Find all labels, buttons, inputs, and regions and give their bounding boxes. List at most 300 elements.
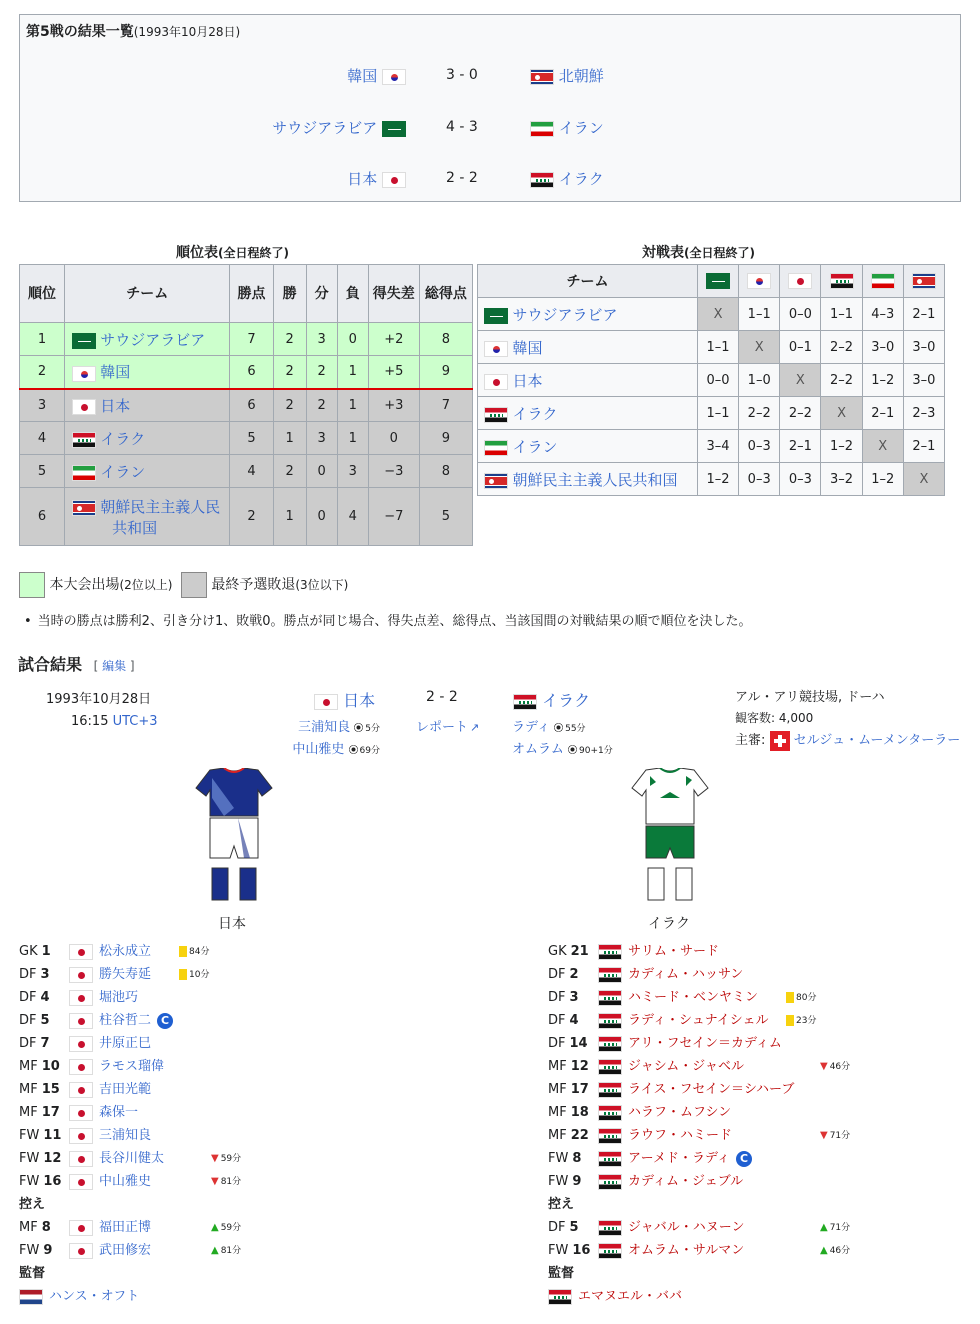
timezone-link[interactable]: UTC+3: [112, 714, 158, 729]
yellow-card: [179, 942, 209, 962]
crosstable-result-cell: 1–1: [697, 397, 738, 430]
standings-cell: 4: [230, 455, 273, 488]
standings-cell: 2: [20, 356, 65, 389]
crosstable-result-cell: 0–3: [739, 463, 780, 496]
iq-flag-icon: [598, 1059, 622, 1075]
card-minute: 23分: [796, 1016, 817, 1026]
player-position: [19, 1080, 69, 1100]
standings-cell: 1: [337, 389, 368, 422]
shirt-number: 4: [40, 990, 50, 1005]
manager-label: 監督: [19, 1266, 46, 1281]
captain-icon: C: [736, 1151, 752, 1167]
standings-header: 分: [306, 265, 337, 323]
jp-flag-icon: [69, 1151, 93, 1167]
crosstable-result-cell: 0–0: [697, 364, 738, 397]
player-link[interactable]: ハミード・ベンヤミン: [628, 990, 759, 1005]
standings-cell: 0: [306, 455, 337, 488]
crosstable-result-cell: 4–3: [862, 298, 903, 331]
standings-team-link[interactable]: 日本: [100, 396, 131, 415]
crosstable-team-link[interactable]: 朝鮮民主主義人民共和国: [512, 470, 678, 489]
jp-flag-icon: [69, 1174, 93, 1190]
iq-flag-icon: [598, 1220, 622, 1236]
captain-icon: C: [157, 1013, 173, 1029]
player-link[interactable]: 三浦知良: [99, 1128, 152, 1143]
crosstable-result-cell: 2–1: [903, 298, 944, 331]
scorer-link[interactable]: ラディ: [512, 720, 550, 735]
ir-flag-icon: [871, 273, 895, 289]
section-edit-wrapper: [ 編集 ]: [93, 659, 135, 673]
standings-cell: 6: [230, 389, 273, 422]
crosstable-result-cell: 1–1: [697, 331, 738, 364]
manager-link[interactable]: エマヌエル・ババ: [578, 1289, 683, 1304]
standings-cell: 4: [20, 422, 65, 455]
iq-flag-icon: [598, 990, 622, 1006]
player-link[interactable]: ジャシム・ジャベル: [628, 1059, 744, 1074]
player-row: [548, 1103, 788, 1123]
player-link[interactable]: オムラム・サルマン: [628, 1243, 745, 1258]
position-label: MF: [548, 1082, 567, 1097]
standings-cell: 7: [230, 323, 273, 356]
substitute-row: [548, 1241, 851, 1261]
crosstable-team-link[interactable]: 日本: [512, 371, 543, 390]
player-row: [548, 988, 817, 1008]
position-label: GK: [548, 944, 567, 959]
player-link[interactable]: 森保一: [99, 1105, 139, 1120]
crosstable-team-cell: [478, 331, 698, 364]
report-wrapper: [416, 716, 479, 735]
kp-flag-icon: [72, 500, 96, 516]
shirt-number: 22: [570, 1128, 589, 1143]
standings-cell: 5: [419, 488, 472, 546]
crosstable-team-header: チーム: [478, 265, 698, 298]
standings-cell: +2: [368, 323, 419, 356]
iq-flag-icon: [598, 1174, 622, 1190]
iq-flag-icon: [598, 1243, 622, 1259]
player-position: [19, 1241, 69, 1261]
standings-team-link[interactable]: イラン: [100, 462, 146, 481]
goal-minute: 55分: [565, 724, 586, 734]
standings-team-cell: [65, 356, 230, 389]
player-link[interactable]: ハラフ・ムフシン: [628, 1105, 732, 1120]
venue-link[interactable]: アル・アリ競技場, ドーハ: [735, 690, 885, 705]
player-link[interactable]: 井原正巳: [99, 1036, 152, 1051]
standings-cell: 1: [337, 356, 368, 389]
crosstable-result-cell: 0–1: [780, 331, 821, 364]
standings-cell: 5: [230, 422, 273, 455]
player-row: [548, 965, 788, 985]
crosstable-result-cell: 1–1: [739, 298, 780, 331]
standings-header: チーム: [65, 265, 230, 323]
crosstable-team-link[interactable]: サウジアラビア: [512, 305, 618, 324]
shirt-number: 2: [569, 967, 579, 982]
player-row: [548, 1057, 851, 1077]
referee: [735, 729, 960, 751]
shirt-number: 7: [40, 1036, 50, 1051]
kr-flag-icon: [747, 273, 771, 289]
position-label: MF: [548, 1105, 567, 1120]
standings-cell: 2: [273, 455, 306, 488]
manager-row: [548, 1287, 682, 1307]
standings-cell: 2: [273, 323, 306, 356]
player-row: [19, 942, 209, 962]
player-row: [548, 942, 788, 962]
scorer-link[interactable]: 三浦知良: [298, 720, 351, 735]
crosstable-team-link[interactable]: 韓国: [512, 338, 543, 357]
jp-flag-icon: [69, 1220, 93, 1236]
match-time-value: 16:15: [71, 714, 109, 729]
iq-flag-icon: [598, 1128, 622, 1144]
goal-minute: 90+1分: [579, 746, 613, 756]
standings-team-link[interactable]: 韓国: [100, 363, 131, 382]
attendance-label: 観客数:: [735, 711, 776, 725]
shirt-number: 5: [569, 1220, 579, 1235]
result-home-link[interactable]: サウジアラビア: [272, 119, 378, 137]
sub-minute: 81分: [220, 1177, 242, 1187]
player-position: [19, 1011, 69, 1031]
crosstable-flag-header: [697, 265, 738, 298]
standings-team-link[interactable]: イラク: [100, 429, 146, 448]
standings-caption-label: 順位表: [176, 245, 218, 261]
crosstable-result-cell: 3–0: [903, 364, 944, 397]
iq-flag-icon: [598, 967, 622, 983]
sub-out-arrow-icon: ▼: [820, 1130, 828, 1141]
position-label: MF: [548, 1059, 567, 1074]
result-away-link[interactable]: イラン: [558, 119, 604, 137]
shirt-number: 8: [41, 1220, 51, 1235]
iq-flag-icon: [598, 1151, 622, 1167]
player-link[interactable]: 勝矢寿延: [99, 967, 152, 982]
player-position: [19, 965, 69, 985]
standings-header: 得失差: [368, 265, 419, 323]
position-label: DF: [548, 1013, 566, 1028]
crosstable-self-cell: X: [903, 463, 944, 496]
crosstable-self-cell: X: [780, 364, 821, 397]
shirt-number: 10: [41, 1059, 60, 1074]
shirt-number: 3: [40, 967, 50, 982]
crosstable-team-cell: [478, 430, 698, 463]
player-link[interactable]: 長谷川健太: [99, 1151, 165, 1166]
japan-flag-icon: [314, 694, 338, 710]
crosstable-result-cell: 3–0: [903, 331, 944, 364]
result-away-link[interactable]: イラク: [558, 170, 604, 188]
nl-flag-icon: [19, 1289, 43, 1305]
legend-green-swatch: [19, 572, 45, 598]
player-link[interactable]: サリム・サード: [628, 944, 720, 959]
legend-grey-label: 最終予選敗退: [211, 577, 296, 593]
yellow-card-icon: [179, 946, 187, 957]
external-link-icon: ↗: [470, 721, 480, 734]
iq-flag-icon: [598, 1036, 622, 1052]
crosstable-team-link[interactable]: イラク: [512, 404, 558, 423]
player-link[interactable]: ラモス瑠偉: [99, 1059, 165, 1074]
position-label: FW: [548, 1151, 569, 1166]
player-link[interactable]: 中山雅史: [99, 1174, 152, 1189]
sub-in-arrow-icon: ▲: [820, 1222, 828, 1233]
player-row: [19, 1057, 209, 1077]
home-kit-label: 日本: [218, 916, 246, 932]
player-position: [19, 1172, 69, 1192]
crosstable-team-cell: [478, 397, 698, 430]
home-scorer: [292, 738, 380, 757]
standings-caption-note: (全日程終了): [218, 246, 289, 260]
player-row: [19, 1080, 209, 1100]
jp-flag-icon: [69, 1036, 93, 1052]
jp-flag-icon: [69, 967, 93, 983]
manager-row: [19, 1287, 139, 1307]
result-away-link[interactable]: 北朝鮮: [558, 67, 604, 85]
round-results-title: [26, 21, 240, 41]
standings-header: 勝点: [230, 265, 273, 323]
sub-in: [820, 1241, 850, 1261]
standings-team-link[interactable]: 朝鮮民主主義人民共和国: [100, 497, 221, 537]
standings-cell: 2: [306, 389, 337, 422]
crosstable-result-cell: 1–2: [821, 430, 862, 463]
position-label: FW: [19, 1128, 40, 1143]
standings-row: [20, 389, 473, 422]
report-link[interactable]: レポート: [416, 720, 469, 735]
position-label: FW: [19, 1243, 40, 1258]
match-date: 1993年10月28日: [46, 692, 152, 707]
player-link[interactable]: ライス・フセイン＝シハーブ: [628, 1082, 795, 1097]
player-position: [548, 1034, 598, 1054]
shirt-number: 4: [569, 1013, 579, 1028]
shirt-number: 11: [43, 1128, 62, 1143]
jp-flag-icon: [69, 1082, 93, 1098]
sub-out-arrow-icon: ▼: [211, 1153, 219, 1164]
sub-out: [820, 1057, 850, 1077]
crosstable-row: [478, 397, 945, 430]
standings-cell: +3: [368, 389, 419, 422]
result-score: 2 - 2: [446, 170, 478, 186]
standings-cell: 3: [20, 389, 65, 422]
standings-cell: 0: [368, 422, 419, 455]
match-home-team: [314, 688, 375, 711]
crosstable-result-cell: 2–2: [780, 397, 821, 430]
result-score: 3 - 0: [446, 67, 478, 83]
shirt-number: 12: [43, 1151, 62, 1166]
jp-flag-icon: [69, 990, 93, 1006]
result-home-link[interactable]: 日本: [347, 170, 378, 188]
legend: [19, 572, 348, 598]
sub-in-arrow-icon: ▲: [820, 1245, 828, 1256]
player-position: [19, 1057, 69, 1077]
player-row: [19, 1149, 242, 1169]
player-link[interactable]: 福田正博: [99, 1220, 152, 1235]
position-label: MF: [19, 1220, 38, 1235]
player-link[interactable]: 堀池巧: [99, 990, 139, 1005]
player-link[interactable]: 松永成立: [99, 944, 152, 959]
crosstable-result-cell: 1–0: [739, 364, 780, 397]
shirt-number: 3: [569, 990, 579, 1005]
crosstable-result-cell: 0–3: [739, 430, 780, 463]
standings-cell: 6: [20, 488, 65, 546]
standings-cell: 2: [273, 356, 306, 389]
scorer-link[interactable]: オムラム: [512, 742, 564, 757]
goal-ball-icon: [554, 723, 563, 732]
player-position: [19, 1126, 69, 1146]
shirt-number: 14: [569, 1036, 588, 1051]
yellow-card: [786, 988, 816, 1008]
player-link[interactable]: ジャバル・ハヌーン: [628, 1220, 745, 1235]
standings-team-cell: [65, 488, 230, 546]
card-minute: 80分: [796, 993, 817, 1003]
standings-cell: 7: [419, 389, 472, 422]
away-team-link[interactable]: イラク: [542, 691, 591, 710]
standings-team-cell: [65, 455, 230, 488]
jp-flag-icon: [69, 1059, 93, 1075]
player-position: [548, 1126, 598, 1146]
player-link[interactable]: アーメド・ラディ: [628, 1151, 730, 1166]
sub-in-arrow-icon: ▲: [211, 1245, 219, 1256]
crosstable-self-cell: X: [697, 298, 738, 331]
player-position: [19, 1103, 69, 1123]
standings-cell: 1: [337, 422, 368, 455]
position-label: FW: [19, 1174, 40, 1189]
crosstable-row: [478, 463, 945, 496]
section-title: 試合結果: [18, 655, 83, 674]
player-link[interactable]: カディム・ジェブル: [628, 1174, 744, 1189]
ir-flag-icon: [530, 121, 554, 137]
crosstable-result-cell: 3–0: [862, 331, 903, 364]
position-label: MF: [19, 1059, 38, 1074]
standings-cell: 3: [306, 323, 337, 356]
shirt-number: 12: [570, 1059, 589, 1074]
round-title: 第5戦の結果一覧: [26, 24, 134, 40]
away-scorer: [512, 716, 586, 735]
jp-flag-icon: [484, 374, 508, 390]
edit-link[interactable]: 編集: [102, 659, 127, 673]
match-time: [71, 714, 158, 729]
player-link[interactable]: 吉田光範: [99, 1082, 152, 1097]
kr-flag-icon: [484, 341, 508, 357]
sub-minute: 59分: [220, 1223, 242, 1233]
shirt-number: 18: [570, 1105, 589, 1120]
player-row: [19, 1103, 209, 1123]
crosstable-result-cell: 2–2: [821, 331, 862, 364]
kr-flag-icon: [382, 69, 406, 85]
player-row: [19, 1011, 213, 1031]
standings-cell: 8: [419, 323, 472, 356]
result-score: 4 - 3: [446, 119, 478, 135]
position-label: DF: [19, 1036, 37, 1051]
standings-team-link[interactable]: サウジアラビア: [100, 330, 206, 349]
position-label: MF: [548, 1128, 567, 1143]
player-link[interactable]: 武田修宏: [99, 1243, 152, 1258]
player-link[interactable]: 柱谷哲二: [99, 1013, 152, 1028]
result-away: [530, 168, 604, 189]
manager-link[interactable]: ハンス・オフト: [49, 1289, 140, 1304]
player-position: [548, 1103, 598, 1123]
standings-cell: 0: [337, 323, 368, 356]
player-link[interactable]: ラディ・シュナイシェル: [628, 1013, 769, 1028]
standings-cell: 1: [20, 323, 65, 356]
crosstable-caption-label: 対戦表: [642, 245, 684, 261]
jp-flag-icon: [69, 1105, 93, 1121]
iq-flag-icon: [598, 1082, 622, 1098]
player-position: [548, 988, 598, 1008]
shirt-number: 17: [41, 1105, 60, 1120]
goal-ball-icon: [354, 723, 363, 732]
crosstable-self-cell: X: [862, 430, 903, 463]
goal-minute: 5分: [365, 724, 380, 734]
standings-cell: 2: [273, 389, 306, 422]
player-position: [19, 1149, 69, 1169]
shirt-number: 9: [572, 1174, 582, 1189]
crosstable-result-cell: 2–2: [739, 397, 780, 430]
legend-green-label: 本大会出場: [49, 577, 120, 593]
result-away: [530, 117, 604, 138]
position-label: DF: [19, 990, 37, 1005]
player-position: [548, 942, 598, 962]
player-link[interactable]: ラウフ・ハミード: [628, 1128, 733, 1143]
player-row: [19, 1034, 209, 1054]
crosstable-result-cell: 3–2: [821, 463, 862, 496]
legend-green-note: (2位以上): [119, 578, 173, 592]
crosstable-caption-note: (全日程終了): [684, 246, 755, 260]
home-team-link[interactable]: 日本: [343, 691, 376, 710]
standings-cell: −3: [368, 455, 419, 488]
crosstable-result-cell: 2–2: [821, 364, 862, 397]
jp-flag-icon: [69, 944, 93, 960]
position-label: DF: [548, 967, 566, 982]
scorer-link[interactable]: 中山雅史: [292, 742, 345, 757]
jp-flag-icon: [788, 273, 812, 289]
player-row: [548, 1011, 817, 1031]
standings-cell: 9: [419, 422, 472, 455]
shirt-number: 15: [41, 1082, 60, 1097]
crosstable-result-cell: 1–2: [697, 463, 738, 496]
player-row: [19, 988, 209, 1008]
jp-flag-icon: [69, 1243, 93, 1259]
result-row: [347, 65, 406, 86]
substitute-row: [19, 1241, 242, 1261]
position-label: MF: [19, 1082, 38, 1097]
player-link[interactable]: アリ・フセイン＝カディム: [628, 1036, 782, 1051]
result-home-link[interactable]: 韓国: [347, 67, 378, 85]
sub-out: [820, 1126, 850, 1146]
iq-flag-icon: [530, 172, 554, 188]
standings-row: [20, 323, 473, 356]
jp-flag-icon: [382, 172, 406, 188]
standings-cell: 9: [419, 356, 472, 389]
standings-header: 順位: [20, 265, 65, 323]
crosstable-result-cell: 2–1: [903, 430, 944, 463]
crosstable-team-link[interactable]: イラン: [512, 437, 558, 456]
sub-out: [211, 1172, 241, 1192]
iq-flag-icon: [830, 273, 854, 289]
standings-header: 勝: [273, 265, 306, 323]
standings-header: 総得点: [419, 265, 472, 323]
standings-cell: −7: [368, 488, 419, 546]
attendance: [735, 709, 813, 726]
iq-flag-icon: [484, 407, 508, 423]
sub-minute: 81分: [220, 1246, 242, 1256]
sub-out: [211, 1149, 241, 1169]
player-row: [548, 1034, 788, 1054]
yellow-card: [786, 1011, 816, 1031]
shirt-number: 5: [40, 1013, 50, 1028]
referee-link[interactable]: セルジュ・ムーメンターラー: [793, 733, 961, 748]
standings-cell: 2: [230, 488, 273, 546]
sub-in: [820, 1218, 850, 1238]
legend-grey-swatch: [181, 572, 207, 598]
player-position: [19, 942, 69, 962]
player-row: [19, 1172, 242, 1192]
crosstable-result-cell: 2–1: [780, 430, 821, 463]
standings-row: [20, 488, 473, 546]
player-link[interactable]: カディム・ハッサン: [628, 967, 744, 982]
sub-in: [211, 1241, 241, 1261]
